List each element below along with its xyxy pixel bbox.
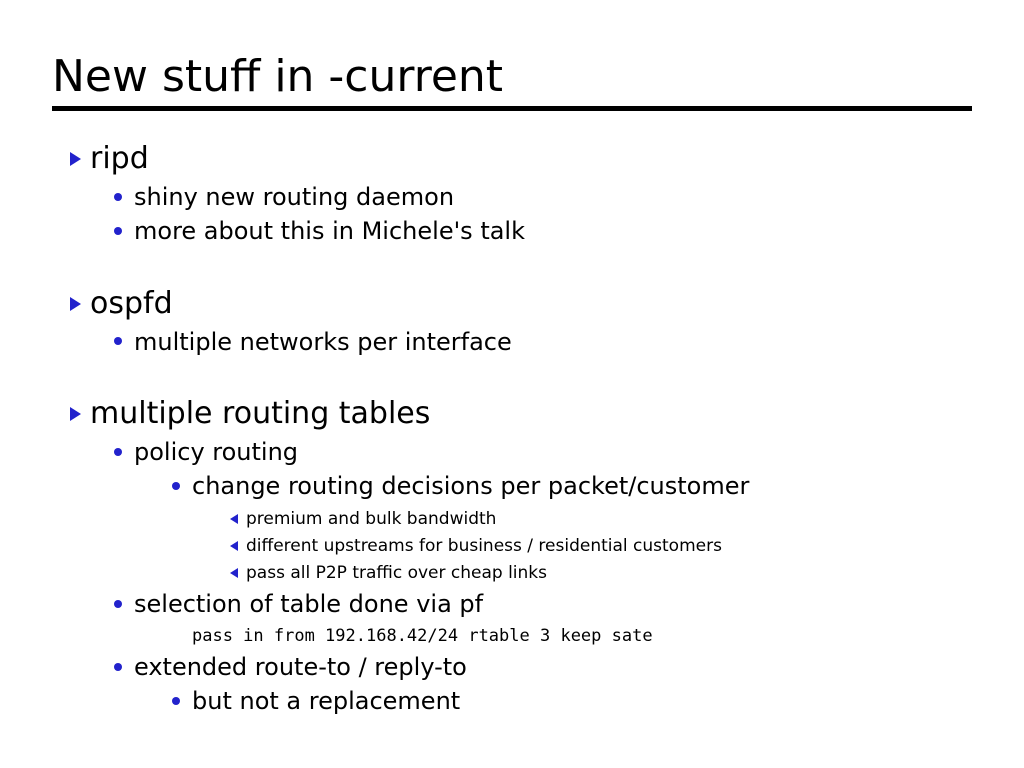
list-item: [168, 684, 992, 718]
dot-bullet-icon: [114, 448, 122, 456]
dot-bullet-icon: [114, 600, 122, 608]
bullet-list-level1: [52, 140, 992, 719]
bullet-label: selection of table done via pf: [134, 590, 484, 619]
list-item: [52, 395, 992, 719]
list-item: [226, 533, 992, 560]
bullet-label: ripd: [90, 141, 149, 176]
dot-bullet-icon: [172, 697, 180, 705]
list-item: [110, 650, 992, 718]
bullet-label: premium and bulk bandwidth: [246, 508, 497, 529]
bullet-label: but not a replacement: [192, 687, 461, 716]
dot-bullet-icon: [172, 482, 180, 490]
left-triangle-bullet-icon: [230, 568, 238, 578]
slide-body: [52, 140, 992, 719]
list-item: [52, 285, 992, 359]
title-divider: [52, 106, 972, 111]
bullet-list-level2: [110, 180, 992, 248]
bullet-label: more about this in Michele's talk: [134, 217, 525, 246]
bullet-label: shiny new routing daemon: [134, 183, 455, 212]
triangle-bullet-icon: [70, 407, 81, 421]
bullet-label: multiple routing tables: [90, 396, 431, 432]
spacer: [52, 359, 992, 381]
bullet-label: ospfd: [90, 285, 173, 321]
bullet-label: extended route-to / reply-to: [134, 653, 467, 682]
dot-bullet-icon: [114, 193, 122, 201]
list-item: [110, 435, 992, 587]
left-triangle-bullet-icon: [230, 541, 238, 551]
bullet-label: different upstreams for business / residential customers: [246, 535, 722, 556]
list-item: [110, 180, 992, 214]
triangle-bullet-icon: [70, 152, 81, 166]
bullet-list-level2: [110, 325, 992, 359]
dot-bullet-icon: [114, 663, 122, 671]
bullet-list-level2: [110, 435, 992, 718]
list-item: [110, 214, 992, 248]
page-title: New stuff in -current: [52, 51, 504, 102]
code-sample: pass in from 192.168.42/24 rtable 3 keep sate: [192, 626, 653, 647]
list-item: [110, 325, 992, 359]
list-item: [52, 140, 992, 249]
dot-bullet-icon: [114, 337, 122, 345]
bullet-label: policy routing: [134, 438, 299, 467]
spacer: [52, 249, 992, 271]
list-item: [226, 560, 992, 587]
list-item: [226, 506, 992, 533]
left-triangle-bullet-icon: [230, 514, 238, 524]
bullet-list-level4: [226, 506, 992, 588]
list-item: [110, 587, 992, 650]
bullet-label: pass all P2P traffic over cheap links: [246, 562, 548, 583]
bullet-label: change routing decisions per packet/customer: [192, 472, 750, 501]
bullet-label: multiple networks per interface: [134, 327, 512, 356]
list-item: [168, 469, 992, 587]
dot-bullet-icon: [114, 227, 122, 235]
bullet-list-level3: [168, 684, 992, 718]
bullet-list-level3: [168, 469, 992, 587]
triangle-bullet-icon: [70, 297, 81, 311]
